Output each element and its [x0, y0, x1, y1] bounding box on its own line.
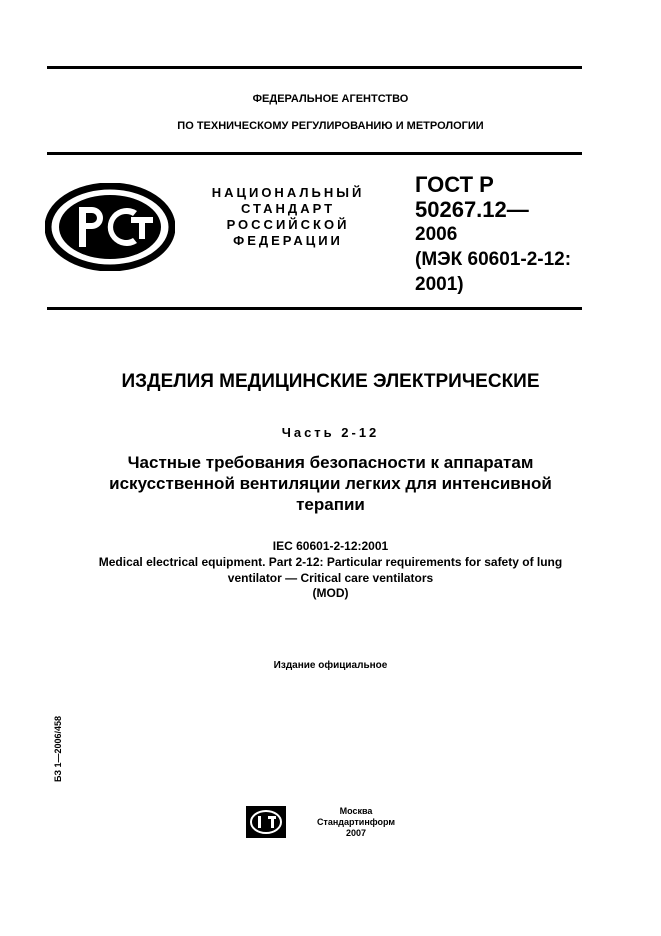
standartinform-logo-icon: [246, 806, 286, 838]
main-title: ИЗДЕЛИЯ МЕДИЦИНСКИЕ ЭЛЕКТРИЧЕСКИЕ: [121, 371, 540, 392]
national-standard-label: [198, 185, 378, 249]
gost-line-5: 2001): [415, 274, 464, 295]
side-code: БЗ 1—2006/458: [53, 715, 63, 782]
top-rule: [47, 66, 582, 69]
iec-english-line-1: Medical electrical equipment. Part 2-12: Particular requirements for safety of lung: [98, 555, 563, 569]
gost-designation: [415, 172, 595, 297]
publisher-year: 2007: [345, 828, 367, 838]
national-line-1: НАЦИОНАЛЬНЫЙ: [211, 185, 365, 200]
publisher-city: Москва: [339, 806, 373, 816]
national-line-2: СТАНДАРТ: [240, 201, 336, 216]
subtitle-line-1: Частные требования безопасности к аппаратам: [127, 453, 534, 472]
gost-line-3: 2006: [415, 224, 458, 245]
agency-line-1: ФЕДЕРАЛЬНОЕ АГЕНТСТВО: [252, 93, 409, 105]
edition-label: Издание официальное: [273, 660, 388, 671]
upper-rule: [47, 152, 582, 155]
gost-line-4: (МЭК 60601-2-12:: [415, 249, 572, 270]
subtitle-line-2: искусственной вентиляции легких для интенсивной: [109, 474, 552, 493]
lower-rule: [47, 307, 582, 310]
gost-line-2: 50267.12—: [415, 197, 529, 222]
national-line-3: РОССИЙСКОЙ: [226, 217, 350, 232]
subtitle-line-3: терапии: [296, 495, 365, 514]
national-line-4: ФЕДЕРАЦИИ: [233, 233, 343, 248]
agency-line-2: ПО ТЕХНИЧЕСКОМУ РЕГУЛИРОВАНИЮ И МЕТРОЛОГИИ: [177, 120, 484, 132]
iec-english-line-2: ventilator — Critical care ventilators: [227, 571, 434, 585]
iec-code: IEC 60601-2-12:2001: [272, 539, 389, 553]
gost-line-1: ГОСТ Р: [415, 172, 494, 197]
part-label: Часть 2-12: [281, 425, 380, 440]
iec-mod: (MOD): [312, 586, 349, 600]
publisher-name: Стандартинформ: [316, 817, 396, 827]
publisher-info: [316, 806, 396, 839]
rst-logo-icon: [45, 183, 175, 271]
